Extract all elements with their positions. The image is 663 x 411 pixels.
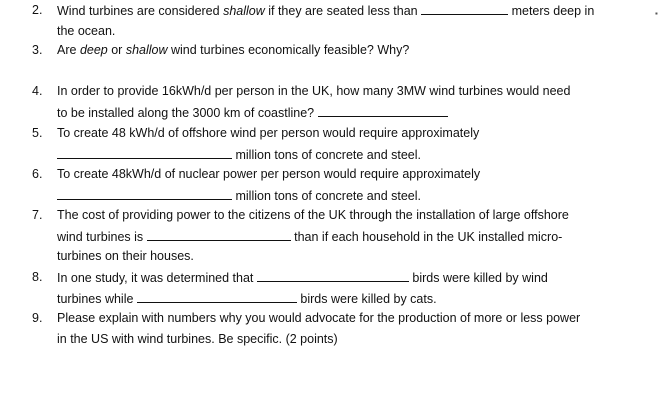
- question-text: To create 48kWh/d of nuclear power per person would require approximately: [57, 167, 481, 181]
- question-number: 2.: [32, 3, 43, 17]
- question-text: the ocean.: [57, 24, 116, 38]
- question-text: turbines on their houses.: [57, 249, 194, 263]
- question-text-line: [57, 102, 448, 124]
- question-number: 5.: [32, 126, 43, 140]
- question-text-line: [57, 267, 548, 289]
- question-text-line: [57, 308, 580, 329]
- question-text: In order to provide 16kWh/d per person in the UK, how many 3MW wind turbines would need: [57, 84, 571, 98]
- question-number: 3.: [32, 43, 43, 57]
- question-text: To create 48 kWh/d of offshore wind per person would require approximately: [57, 126, 480, 140]
- answer-blank[interactable]: [57, 185, 232, 200]
- question-text-line: [57, 164, 480, 185]
- answer-blank[interactable]: [421, 0, 508, 15]
- answer-blank[interactable]: [137, 288, 297, 303]
- question-emphasis: shallow: [223, 4, 265, 18]
- question-text: if they are seated less than: [264, 4, 418, 18]
- answer-blank[interactable]: [257, 267, 409, 282]
- question-text: birds were killed by wind: [412, 271, 548, 285]
- question-text: turbines while: [57, 292, 134, 306]
- question-text-line: [57, 40, 409, 61]
- question-number: 7.: [32, 208, 43, 222]
- question-number: 4.: [32, 84, 43, 98]
- margin-mark: ▪: [655, 9, 658, 18]
- question-text-line: [57, 329, 338, 350]
- question-text: million tons of concrete and steel.: [235, 189, 422, 203]
- question-text-line: [57, 246, 194, 267]
- question-number: 9.: [32, 311, 43, 325]
- question-text: wind turbines economically feasible? Why?: [167, 43, 410, 57]
- question-text-line: [57, 185, 421, 207]
- question-text: Wind turbines are considered: [57, 4, 224, 18]
- question-emphasis: shallow: [125, 43, 168, 57]
- question-text: wind turbines is: [57, 230, 144, 244]
- question-text-line: [57, 81, 570, 102]
- question-text-line: [57, 226, 562, 248]
- question-number: 6.: [32, 167, 43, 181]
- question-number: 8.: [32, 270, 43, 284]
- question-text: In one study, it was determined that: [57, 271, 254, 285]
- question-text-line: [57, 21, 115, 42]
- question-text-line: [57, 144, 421, 166]
- question-emphasis: deep: [79, 43, 108, 57]
- question-text-line: [57, 288, 437, 310]
- answer-blank[interactable]: [147, 226, 291, 241]
- question-text: million tons of concrete and steel.: [235, 148, 422, 162]
- question-text: Please explain with numbers why you would advocate for the production of more or less power: [57, 311, 581, 325]
- question-text: meters deep in: [511, 4, 595, 18]
- answer-blank[interactable]: [318, 102, 448, 117]
- question-text: or: [107, 43, 126, 57]
- question-text: to be installed along the 3000 km of coastline?: [57, 106, 315, 120]
- question-text: in the US with wind turbines. Be specific. (2 points): [57, 332, 338, 346]
- question-text-line: [57, 0, 594, 22]
- question-text-line: [57, 205, 569, 226]
- question-text: Are: [57, 43, 80, 57]
- question-text: birds were killed by cats.: [300, 292, 437, 306]
- question-text: The cost of providing power to the citizens of the UK through the installation of large offshore: [57, 208, 569, 222]
- answer-blank[interactable]: [57, 144, 232, 159]
- question-text: than if each household in the UK installed micro-: [294, 230, 563, 244]
- question-text-line: [57, 123, 479, 144]
